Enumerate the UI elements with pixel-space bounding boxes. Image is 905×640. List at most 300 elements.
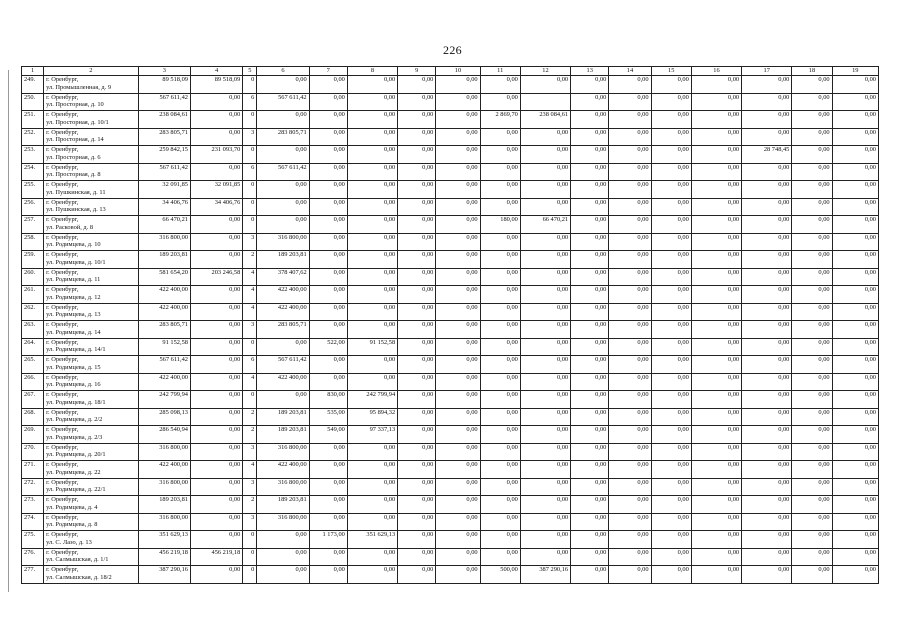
value-cell-col-11: 500,00 (480, 566, 520, 584)
value-cell-col-3: 567 611,42 (138, 93, 190, 111)
value-cell-col-16: 0,00 (691, 426, 741, 444)
value-cell-col-13: 0,00 (571, 286, 609, 304)
value-cell-col-13: 0,00 (571, 513, 609, 531)
value-cell-col-17: 0,00 (742, 356, 792, 374)
value-cell-col-19: 0,00 (832, 566, 878, 584)
value-cell-col-16: 0,00 (691, 548, 741, 566)
value-cell-col-17: 0,00 (742, 286, 792, 304)
table-row (22, 198, 879, 216)
value-cell-col-14: 0,00 (609, 233, 651, 251)
value-cell-col-18: 0,00 (792, 251, 832, 269)
value-cell-col-14: 0,00 (609, 321, 651, 339)
value-cell-col-5: 6 (243, 356, 257, 374)
value-cell-col-11: 0,00 (480, 338, 520, 356)
value-cell-col-7: 0,00 (309, 513, 347, 531)
value-cell-col-13: 0,00 (571, 321, 609, 339)
column-header: 7 (309, 67, 347, 76)
address-cell (44, 478, 139, 496)
address-street: ул. Родимцева, д. 8 (46, 521, 98, 529)
value-cell-col-18: 0,00 (792, 531, 832, 549)
address-cell (44, 321, 139, 339)
value-cell-col-4: 0,00 (190, 128, 242, 146)
address-street: ул. Просторная, д. 10/1 (46, 118, 109, 126)
value-cell-col-6: 0,00 (257, 338, 309, 356)
address-city: г. Оренбург, (46, 408, 79, 416)
address-cell (44, 496, 139, 514)
value-cell-col-4: 32 091,85 (190, 181, 242, 199)
value-cell-col-3: 316 800,00 (138, 443, 190, 461)
value-cell-col-19: 0,00 (832, 548, 878, 566)
address-city: г. Оренбург, (46, 216, 79, 223)
value-cell-col-16: 0,00 (691, 408, 741, 426)
value-cell-col-7: 0,00 (309, 566, 347, 584)
value-cell-col-12: 0,00 (520, 548, 570, 566)
address-street: ул. Салмышская, д. 18/2 (46, 573, 112, 581)
value-cell-col-10: 0,00 (436, 198, 480, 216)
value-cell-col-6: 283 805,71 (257, 321, 309, 339)
value-cell-col-9: 0,00 (398, 531, 436, 549)
value-cell-col-17: 0,00 (742, 461, 792, 479)
address-city: г. Оренбург, (46, 356, 79, 363)
address-city: г. Оренбург, (46, 146, 79, 153)
value-cell-col-4: 0,00 (190, 251, 242, 269)
value-cell-col-11: 0,00 (480, 198, 520, 216)
value-cell-col-7: 0,00 (309, 128, 347, 146)
value-cell-col-17: 0,00 (742, 478, 792, 496)
value-cell-col-19: 0,00 (832, 303, 878, 321)
value-cell-col-5: 0 (243, 181, 257, 199)
value-cell-col-4: 0,00 (190, 233, 242, 251)
row-number: 268. (22, 408, 44, 426)
value-cell-col-9: 0,00 (398, 76, 436, 94)
value-cell-col-10: 0,00 (436, 268, 480, 286)
value-cell-col-19: 0,00 (832, 496, 878, 514)
value-cell-col-19: 0,00 (832, 513, 878, 531)
value-cell-col-16: 0,00 (691, 391, 741, 409)
value-cell-col-8: 0,00 (347, 233, 397, 251)
value-cell-col-14: 0,00 (609, 548, 651, 566)
value-cell-col-3: 387 290,16 (138, 566, 190, 584)
table-header (22, 67, 879, 76)
row-number: 254. (22, 163, 44, 181)
value-cell-col-13: 0,00 (571, 531, 609, 549)
value-cell-col-4: 0,00 (190, 216, 242, 234)
value-cell-col-8: 0,00 (347, 163, 397, 181)
value-cell-col-17: 0,00 (742, 373, 792, 391)
value-cell-col-17: 0,00 (742, 163, 792, 181)
value-cell-col-13: 0,00 (571, 76, 609, 94)
address-street: ул. Родимцева, д. 20/1 (46, 451, 106, 459)
value-cell-col-12: 238 084,61 (520, 111, 570, 129)
row-number: 266. (22, 373, 44, 391)
value-cell-col-13: 0,00 (571, 93, 609, 111)
value-cell-col-10: 0,00 (436, 391, 480, 409)
address-cell (44, 146, 139, 164)
value-cell-col-16: 0,00 (691, 163, 741, 181)
value-cell-col-15: 0,00 (651, 548, 691, 566)
value-cell-col-15: 0,00 (651, 286, 691, 304)
value-cell-col-12: 0,00 (520, 128, 570, 146)
value-cell-col-11: 0,00 (480, 76, 520, 94)
value-cell-col-13: 0,00 (571, 548, 609, 566)
value-cell-col-11: 0,00 (480, 373, 520, 391)
value-cell-col-11: 0,00 (480, 251, 520, 269)
row-number: 255. (22, 181, 44, 199)
value-cell-col-3: 66 470,21 (138, 216, 190, 234)
value-cell-col-8: 0,00 (347, 111, 397, 129)
address-city: г. Оренбург, (46, 338, 79, 346)
value-cell-col-3: 91 152,58 (138, 338, 190, 356)
value-cell-col-17: 28 748,45 (742, 146, 792, 164)
page-number: 226 (443, 43, 462, 57)
value-cell-col-7: 0,00 (309, 163, 347, 181)
value-cell-col-16: 0,00 (691, 146, 741, 164)
value-cell-col-6: 189 203,81 (257, 408, 309, 426)
value-cell-col-6: 567 611,42 (257, 356, 309, 374)
value-cell-col-17: 0,00 (742, 111, 792, 129)
value-cell-col-4: 0,00 (190, 426, 242, 444)
value-cell-col-8: 0,00 (347, 373, 397, 391)
table-row (22, 496, 879, 514)
value-cell-col-3: 316 800,00 (138, 513, 190, 531)
value-cell-col-6: 378 407,62 (257, 268, 309, 286)
value-cell-col-5: 0 (243, 111, 257, 129)
address-street: ул. С. Лазо, д. 13 (46, 538, 92, 546)
value-cell-col-12: 0,00 (520, 513, 570, 531)
column-header: 9 (398, 67, 436, 76)
address-cell (44, 513, 139, 531)
address-street: ул. Родимцева, д. 22 (46, 468, 101, 476)
value-cell-col-10: 0,00 (436, 373, 480, 391)
address-city: г. Оренбург, (46, 128, 79, 136)
value-cell-col-15: 0,00 (651, 426, 691, 444)
row-number: 257. (22, 216, 44, 234)
value-cell-col-10: 0,00 (436, 93, 480, 111)
value-cell-col-8: 0,00 (347, 93, 397, 111)
value-cell-col-10: 0,00 (436, 461, 480, 479)
value-cell-col-15: 0,00 (651, 111, 691, 129)
value-cell-col-3: 285 098,13 (138, 408, 190, 426)
value-cell-col-4: 0,00 (190, 111, 242, 129)
value-cell-col-18: 0,00 (792, 461, 832, 479)
column-header: 17 (742, 67, 792, 76)
value-cell-col-12: 387 290,16 (520, 566, 570, 584)
value-cell-col-18: 0,00 (792, 513, 832, 531)
value-cell-col-18: 0,00 (792, 146, 832, 164)
address-city: г. Оренбург, (46, 321, 79, 328)
table-row (22, 268, 879, 286)
value-cell-col-14: 0,00 (609, 286, 651, 304)
row-number: 276. (22, 548, 44, 566)
value-cell-col-14: 0,00 (609, 268, 651, 286)
value-cell-col-12: 0,00 (520, 373, 570, 391)
value-cell-col-8: 95 894,32 (347, 408, 397, 426)
table-row (22, 408, 879, 426)
column-header: 11 (480, 67, 520, 76)
value-cell-col-3: 283 805,71 (138, 128, 190, 146)
address-city: г. Оренбург, (46, 531, 79, 538)
table-row (22, 373, 879, 391)
address-cell (44, 233, 139, 251)
value-cell-col-3: 34 406,76 (138, 198, 190, 216)
address-street: ул. Родимцева, д. 12 (46, 293, 101, 301)
value-cell-col-7: 1 173,00 (309, 531, 347, 549)
address-street: ул. Родимцева, д. 2/2 (46, 416, 103, 424)
value-cell-col-12: 0,00 (520, 408, 570, 426)
value-cell-col-7: 549,00 (309, 426, 347, 444)
value-cell-col-10: 0,00 (436, 286, 480, 304)
value-cell-col-13: 0,00 (571, 443, 609, 461)
table-row (22, 531, 879, 549)
value-cell-col-13: 0,00 (571, 338, 609, 356)
value-cell-col-8: 0,00 (347, 303, 397, 321)
value-cell-col-4: 0,00 (190, 93, 242, 111)
value-cell-col-9: 0,00 (398, 496, 436, 514)
value-cell-col-8: 0,00 (347, 513, 397, 531)
value-cell-col-17: 0,00 (742, 426, 792, 444)
address-street: ул. Просторная, д. 10 (46, 101, 104, 109)
value-cell-col-12: 0,00 (520, 461, 570, 479)
table-row (22, 478, 879, 496)
value-cell-col-16: 0,00 (691, 513, 741, 531)
value-cell-col-18: 0,00 (792, 548, 832, 566)
value-cell-col-10: 0,00 (436, 338, 480, 356)
value-cell-col-11: 0,00 (480, 303, 520, 321)
value-cell-col-6: 0,00 (257, 566, 309, 584)
row-number: 270. (22, 443, 44, 461)
value-cell-col-8: 0,00 (347, 251, 397, 269)
value-cell-col-9: 0,00 (398, 478, 436, 496)
value-cell-col-6: 422 400,00 (257, 461, 309, 479)
value-cell-col-5: 0 (243, 76, 257, 94)
value-cell-col-19: 0,00 (832, 181, 878, 199)
value-cell-col-3: 89 518,09 (138, 76, 190, 94)
value-cell-col-15: 0,00 (651, 128, 691, 146)
address-cell (44, 128, 139, 146)
value-cell-col-14: 0,00 (609, 198, 651, 216)
column-header: 10 (436, 67, 480, 76)
address-street: ул. Просторная, д. 6 (46, 153, 101, 161)
value-cell-col-19: 0,00 (832, 286, 878, 304)
address-street: ул. Пушкинская, д. 13 (46, 206, 106, 214)
address-street: ул. Родимцева, д. 18/1 (46, 398, 106, 406)
value-cell-col-16: 0,00 (691, 128, 741, 146)
address-city: г. Оренбург, (46, 373, 79, 381)
value-cell-col-15: 0,00 (651, 321, 691, 339)
value-cell-col-7: 0,00 (309, 548, 347, 566)
value-cell-col-15: 0,00 (651, 373, 691, 391)
value-cell-col-17: 0,00 (742, 338, 792, 356)
value-cell-col-16: 0,00 (691, 478, 741, 496)
address-street: ул. Родимцева, д. 10/1 (46, 258, 106, 266)
value-cell-col-9: 0,00 (398, 251, 436, 269)
value-cell-col-10: 0,00 (436, 146, 480, 164)
value-cell-col-19: 0,00 (832, 356, 878, 374)
value-cell-col-9: 0,00 (398, 566, 436, 584)
value-cell-col-12: 0,00 (520, 391, 570, 409)
value-cell-col-12: 0,00 (520, 443, 570, 461)
address-street: ул. Просторная, д. 8 (46, 171, 101, 179)
value-cell-col-8: 351 629,13 (347, 531, 397, 549)
value-cell-col-5: 4 (243, 373, 257, 391)
value-cell-col-13: 0,00 (571, 478, 609, 496)
value-cell-col-15: 0,00 (651, 356, 691, 374)
value-cell-col-13: 0,00 (571, 198, 609, 216)
value-cell-col-7: 0,00 (309, 181, 347, 199)
value-cell-col-16: 0,00 (691, 198, 741, 216)
row-number: 250. (22, 93, 44, 111)
value-cell-col-3: 283 805,71 (138, 321, 190, 339)
value-cell-col-3: 242 799,94 (138, 391, 190, 409)
value-cell-col-9: 0,00 (398, 408, 436, 426)
table-row (22, 391, 879, 409)
value-cell-col-19: 0,00 (832, 268, 878, 286)
value-cell-col-8: 242 799,94 (347, 391, 397, 409)
value-cell-col-8: 91 152,58 (347, 338, 397, 356)
value-cell-col-4: 0,00 (190, 373, 242, 391)
address-street: ул. Родимцева, д. 11 (46, 276, 101, 284)
value-cell-col-8: 0,00 (347, 76, 397, 94)
value-cell-col-10: 0,00 (436, 233, 480, 251)
value-cell-col-18: 0,00 (792, 566, 832, 584)
row-number: 272. (22, 478, 44, 496)
address-city: г. Оренбург, (46, 513, 79, 521)
value-cell-col-16: 0,00 (691, 181, 741, 199)
row-number: 262. (22, 303, 44, 321)
value-cell-col-10: 0,00 (436, 251, 480, 269)
row-number: 258. (22, 233, 44, 251)
value-cell-col-7: 0,00 (309, 233, 347, 251)
value-cell-col-12: 0,00 (520, 76, 570, 94)
row-number: 271. (22, 461, 44, 479)
value-cell-col-16: 0,00 (691, 321, 741, 339)
value-cell-col-12: 0,00 (520, 356, 570, 374)
value-cell-col-6: 0,00 (257, 216, 309, 234)
address-city: г. Оренбург, (46, 548, 79, 556)
value-cell-col-12: 0,00 (520, 233, 570, 251)
value-cell-col-9: 0,00 (398, 146, 436, 164)
value-cell-col-5: 4 (243, 286, 257, 304)
value-cell-col-5: 0 (243, 198, 257, 216)
value-cell-col-12: 0,00 (520, 286, 570, 304)
value-cell-col-9: 0,00 (398, 426, 436, 444)
value-cell-col-13: 0,00 (571, 251, 609, 269)
value-cell-col-14: 0,00 (609, 566, 651, 584)
value-cell-col-19: 0,00 (832, 461, 878, 479)
value-cell-col-3: 422 400,00 (138, 461, 190, 479)
value-cell-col-7: 0,00 (309, 76, 347, 94)
table-row (22, 93, 879, 111)
value-cell-col-8: 97 337,13 (347, 426, 397, 444)
address-city: г. Оренбург, (46, 391, 79, 398)
column-header: 8 (347, 67, 397, 76)
address-cell (44, 531, 139, 549)
value-cell-col-3: 238 084,61 (138, 111, 190, 129)
value-cell-col-5: 2 (243, 251, 257, 269)
value-cell-col-12: 0,00 (520, 338, 570, 356)
row-number: 264. (22, 338, 44, 356)
column-header: 15 (651, 67, 691, 76)
table-row (22, 251, 879, 269)
value-cell-col-16: 0,00 (691, 216, 741, 234)
value-cell-col-10: 0,00 (436, 303, 480, 321)
address-cell (44, 268, 139, 286)
value-cell-col-7: 0,00 (309, 478, 347, 496)
value-cell-col-17: 0,00 (742, 128, 792, 146)
value-cell-col-6: 316 800,00 (257, 513, 309, 531)
value-cell-col-18: 0,00 (792, 181, 832, 199)
value-cell-col-16: 0,00 (691, 303, 741, 321)
value-cell-col-3: 259 842,15 (138, 146, 190, 164)
address-cell (44, 566, 139, 584)
value-cell-col-7: 535,00 (309, 408, 347, 426)
value-cell-col-10: 0,00 (436, 76, 480, 94)
value-cell-col-5: 6 (243, 163, 257, 181)
value-cell-col-15: 0,00 (651, 146, 691, 164)
column-header: 4 (190, 67, 242, 76)
value-cell-col-9: 0,00 (398, 391, 436, 409)
row-number: 263. (22, 321, 44, 339)
value-cell-col-3: 286 540,94 (138, 426, 190, 444)
value-cell-col-19: 0,00 (832, 251, 878, 269)
value-cell-col-12 (520, 93, 570, 111)
value-cell-col-5: 3 (243, 443, 257, 461)
value-cell-col-9: 0,00 (398, 321, 436, 339)
value-cell-col-18: 0,00 (792, 408, 832, 426)
value-cell-col-13: 0,00 (571, 373, 609, 391)
address-cell (44, 443, 139, 461)
column-header: 5 (243, 67, 257, 76)
address-street: ул. Пушкинская, д. 11 (46, 188, 106, 196)
value-cell-col-18: 0,00 (792, 373, 832, 391)
address-cell (44, 198, 139, 216)
value-cell-col-8: 0,00 (347, 321, 397, 339)
value-cell-col-19: 0,00 (832, 163, 878, 181)
value-cell-col-10: 0,00 (436, 426, 480, 444)
value-cell-col-11: 0,00 (480, 163, 520, 181)
value-cell-col-17: 0,00 (742, 321, 792, 339)
value-cell-col-16: 0,00 (691, 251, 741, 269)
value-cell-col-19: 0,00 (832, 373, 878, 391)
table-row (22, 233, 879, 251)
value-cell-col-19: 0,00 (832, 128, 878, 146)
value-cell-col-7: 0,00 (309, 303, 347, 321)
address-street: ул. Расковой, д. 8 (46, 223, 94, 231)
value-cell-col-8: 0,00 (347, 566, 397, 584)
table-row (22, 216, 879, 234)
address-cell (44, 356, 139, 374)
value-cell-col-12: 0,00 (520, 198, 570, 216)
value-cell-col-15: 0,00 (651, 233, 691, 251)
value-cell-col-12: 0,00 (520, 478, 570, 496)
address-city: г. Оренбург, (46, 268, 79, 276)
address-city: г. Оренбург, (46, 198, 79, 206)
value-cell-col-18: 0,00 (792, 478, 832, 496)
table-row (22, 303, 879, 321)
value-cell-col-12: 0,00 (520, 426, 570, 444)
value-cell-col-18: 0,00 (792, 76, 832, 94)
table-row (22, 76, 879, 94)
address-cell (44, 163, 139, 181)
value-cell-col-11: 0,00 (480, 233, 520, 251)
value-cell-col-3: 422 400,00 (138, 286, 190, 304)
value-cell-col-9: 0,00 (398, 338, 436, 356)
table-row (22, 461, 879, 479)
value-cell-col-17: 0,00 (742, 548, 792, 566)
value-cell-col-4: 0,00 (190, 566, 242, 584)
row-number: 256. (22, 198, 44, 216)
value-cell-col-18: 0,00 (792, 163, 832, 181)
